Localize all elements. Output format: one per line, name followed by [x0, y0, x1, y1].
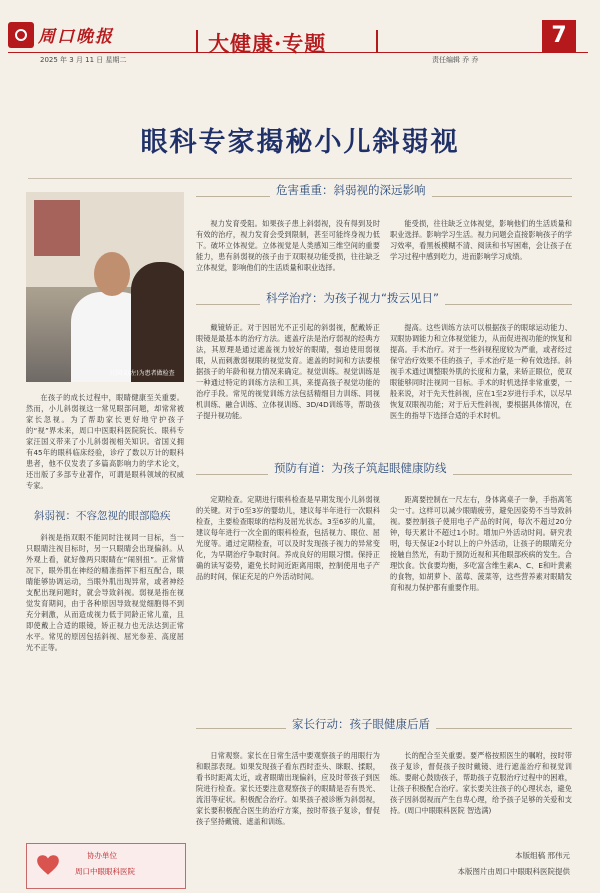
masthead — [0, 0, 600, 70]
heart-icon — [35, 852, 61, 878]
section-3-col1 — [196, 494, 380, 694]
column-bar-left — [196, 30, 198, 52]
photo-caption: 汪国义(左)为患者做检查 — [110, 370, 175, 377]
section-2-col1 — [196, 322, 380, 456]
newspaper-logo-icon — [8, 22, 34, 48]
section-4-col2-text: 长的配合至关重要。要严格按照医生的嘱咐，按时带孩子复诊，督促孩子按时戴镜、进行遮盖治疗和视觉训练。要耐心鼓励孩子，帮助孩子克服治疗过程中的困难，让孩子积极配合治疗。家长要关注孩子的心理状态，避免孩子因斜弱视而产生自卑心理，给予孩子足够的关爱和支持。(周口中眼眼科医院 智选满) — [390, 751, 572, 815]
left-section-text — [26, 532, 184, 832]
sponsor-name: 周口中眼眼科医院 — [75, 867, 135, 876]
issue-date: 2025 年 3 月 11 日 星期二 — [40, 56, 127, 64]
section-1-col2-text: 能受损，往往缺乏立体视觉，影响他们的生活质量和职业选择。影响学习生活。视力问题会直接影响孩子的学习效率，看黑板模糊不清、阅读和书写困难，会让孩子在学习过程中感到吃力，进而影响学习成绩。 — [390, 219, 572, 261]
article-photo — [26, 192, 184, 382]
photo-patient — [131, 262, 184, 382]
page-headline: 眼科专家揭秘小儿斜弱视 — [140, 127, 460, 158]
section-4-col1 — [196, 750, 380, 838]
section-1-col1 — [196, 218, 380, 284]
section-4-col1-text: 日常观察。家长在日常生活中要观察孩子的用眼行为和眼部表现。如果发现孩子看东西时歪头、眯眼、揉眼，看书时距离太近，或者眼睛出现偏斜，应及时带孩子到医院进行检查。家长还要注意观察孩子的眼睛是否有畏光、流泪等症状。积极配合治疗。如果孩子被诊断为斜弱视，家长要积极配合医生的治疗方案，按时带孩子复诊，督促孩子坚持戴镜、遮盖和训练。 — [196, 751, 380, 826]
responsible-editor: 责任编辑 乔 乔 — [432, 56, 479, 64]
left-section-paragraph: 斜视是指双眼不能同时注视同一目标，当一只眼睛注视目标时，另一只眼睛会出现偏斜。从外观上看，就好像两只眼睛在“闹别扭”。正常情况下，眼外肌在神经的精准指挥下相互配合，眼睛能够协调运动，当眼外肌出现异常，或者神经支配出现问题时，就会导致斜视。弱视是指在视觉发育期间，由于各种原因导致视觉细胞得不到充分刺激，从而造成视力低于同龄正常儿童，且即使戴上合适的眼镜，矫正视力也无法达到正常水平。常见的原因包括斜视、屈光参差、高度屈光不正等。 — [26, 533, 184, 652]
intro-text — [26, 392, 184, 502]
sponsor-box — [26, 843, 186, 889]
section-2-col2-text: 提高。这些训练方法可以根据孩子的眼球运动能力、双眼协调能力和立体视觉能力，从而促进视功能的恢复和提高。手术治疗。对于一些斜视程度较为严重，或者经过保守治疗效果不佳的孩子，手术治疗是一种有效选择。斜视手术通过调整眼外肌的长度和力量，来矫正眼位，使双眼能够同时注视同一目标。手术的时机选择非常重要，一般来说，对于先天性斜视，应在1至2岁进行手术，以尽早恢复双眼视功能；对于后天性斜视，要根据具体情况，在医生的指导下选择合适的手术时机。 — [390, 323, 572, 420]
section-1-title: 危害重重：斜弱视的深远影响 — [270, 182, 432, 198]
photo-doctor-head — [94, 252, 130, 296]
column-bar-right — [376, 30, 378, 52]
section-4-title: 家长行动：孩子眼健康后盾 — [286, 716, 436, 732]
section-4-col2 — [390, 750, 572, 838]
section-2-col1-text: 戴镜矫正。对于因屈光不正引起的斜弱视，配戴矫正眼镜是最基本的治疗方法。遮盖疗法是治疗弱视的经典方法，其原理是通过遮盖视力较好的眼睛，强迫使用弱视眼，从而刺激弱视眼的视觉发育。遮盖的时间和方法要根据孩子的年龄和视力情况来确定。视觉训练。视觉训练是一种通过特定的训练方法和工具，来提高孩子视觉功能的治疗手段。常见的视觉训练方法包括精细目力训练、同视机训练、融合训练、立体视训练、3D/4D训练等，帮助孩子提升视功能。 — [196, 323, 380, 420]
photo-poster — [34, 200, 80, 256]
section-2-col2 — [390, 322, 572, 456]
headline-rule — [28, 178, 572, 179]
column-title: 大健康·专题 — [208, 31, 327, 56]
section-3-col2 — [390, 494, 572, 694]
section-2-title: 科学治疗：为孩子视力“拨云见日” — [260, 290, 445, 306]
left-section-title: 斜弱视：不容忽视的眼部隐疾 — [34, 510, 171, 522]
credit-photo: 本版图片由周口中眼眼科医院提供 — [457, 867, 570, 876]
credit-editor: 本版组稿 邢伟元 — [515, 851, 570, 860]
sponsor-label: 协办单位 — [87, 851, 117, 860]
section-1-col2 — [390, 218, 572, 284]
intro-paragraph: 在孩子的成长过程中，眼睛健康至关重要。然而，小儿斜弱视这一常见眼部问题，却常常被家长忽视。为了帮助家长更好地守护孩子的“视”界未来，周口中医眼科医院院长、眼科专家汪国义带来了小儿斜弱视相关知识。省国义拥有45年的眼科临床经验，诊疗了数以万计的眼科患者，他不仅发表了多篇高影响力的学术论文，还出版了多部专业著作，可谓是眼科领域的权威专家。 — [26, 393, 184, 490]
section-3-col2-text: 距离要控制在一尺左右，身体离桌子一拳，手指离笔尖一寸。这样可以减少眼睛疲劳，避免因姿势不当导致斜视。要控制孩子使用电子产品的时间，每次不超过20分钟，每天累计不超过1小时。增加户外活动时间。研究表明，每天保证2小时以上的户外活动，让孩子的眼睛充分接触自然光，有助于预防近视和其他眼部疾病的发生。合理饮食。饮食要均衡，多吃富含维生素A、C、E和叶黄素的食物，如胡萝卜、蓝莓、菠菜等，这些营养素对眼睛发育和视力保护都有重要作用。 — [390, 495, 572, 592]
section-3-col1-text: 定期检查。定期进行眼科检查是早期发现小儿斜弱视的关键。对于0至3岁的婴幼儿，建议每半年进行一次眼科检查，主要检查眼球的结构及屈光状态。3至6岁的儿童，建议每年进行一次全面的眼科检查，包括视力、眼位、屈光度等。通过定期检查，可以及时发现孩子视力的异常变化，为早期治疗争取时间。养成良好的用眼习惯。保持正确的读写姿势，避免长时间近距离用眼，控制使用电子产品的时间，保证充足的户外活动时间。 — [196, 495, 380, 581]
section-3-title: 预防有道：为孩子筑起眼健康防线 — [268, 460, 453, 476]
section-1-col1-text: 视力发育受阻。如果孩子患上斜弱视，没有得到及时有效的治疗，视力发育会受到限制，甚至可能终身视力低下。破坏立体视觉。立体视觉是人类感知三维空间的重要能力，患有斜弱视的孩子由于双眼视功能受损，往往缺乏立体视觉，影响他们的生活质量和职业选择。 — [196, 219, 380, 272]
newspaper-name: 周口晚报 — [38, 27, 114, 47]
page-number: 7 — [542, 20, 576, 52]
